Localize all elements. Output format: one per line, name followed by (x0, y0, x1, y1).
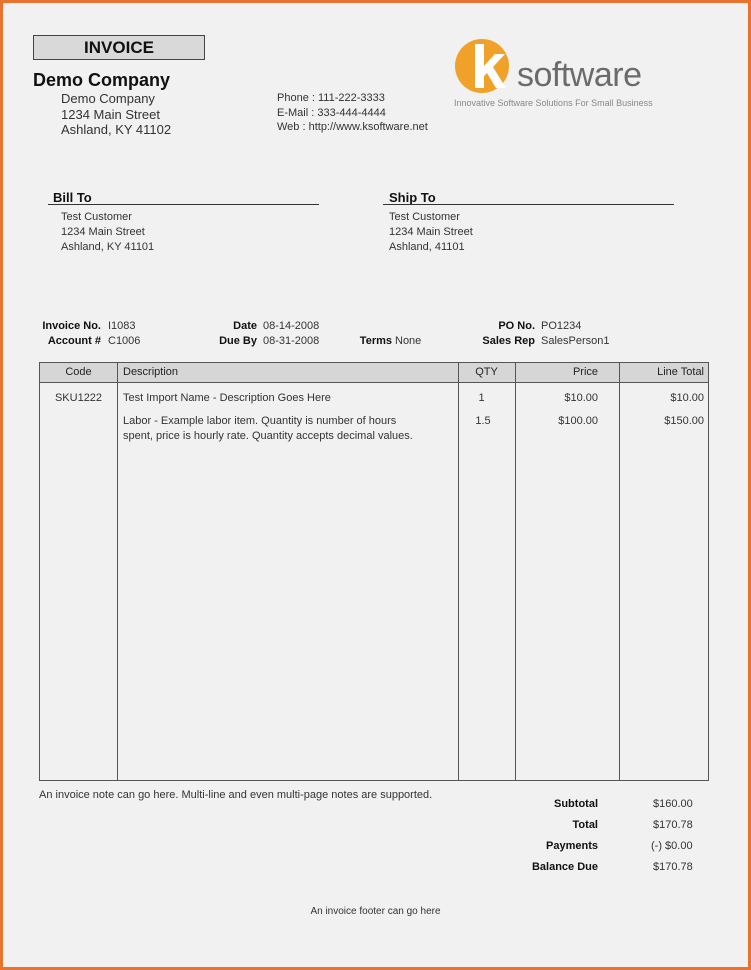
payments-label: Payments (546, 840, 598, 852)
header-qty: QTY (475, 366, 498, 378)
row-description-line: Labor - Example labor item. Quantity is number of hours (123, 415, 397, 427)
total-label: Total (572, 819, 598, 831)
balance-due-label: Balance Due (531, 861, 598, 873)
payments-value: (-) $0.00 (651, 840, 693, 852)
date-label: Date (233, 320, 257, 332)
total-value: $170.78 (653, 819, 693, 831)
invoice-note: An invoice note can go here. Multi-line and even multi-page notes are supported. (39, 789, 433, 801)
header-line-total: Line Total (657, 366, 704, 378)
company-address-line: 1234 Main Street (61, 106, 161, 122)
ship-to-line: Test Customer (389, 211, 460, 223)
bill-to-line: 1234 Main Street (61, 226, 145, 238)
ship-to-title: Ship To (389, 190, 436, 205)
sales-rep-value: SalesPerson1 (541, 335, 610, 347)
company-address-line: Demo Company (61, 91, 155, 106)
subtotal-value: $160.00 (653, 798, 693, 810)
company-phone: Phone : 111-222-3333 (277, 92, 385, 104)
row-price: $100.00 (558, 415, 598, 427)
k-logo-icon (455, 36, 517, 103)
company-contact (277, 91, 428, 135)
bill-to-address (61, 210, 154, 255)
row-qty: 1 (478, 392, 485, 404)
subtotal-label: Subtotal (554, 798, 598, 810)
date-value: 08-14-2008 (263, 320, 320, 332)
ship-to-line: 1234 Main Street (389, 226, 473, 238)
row-description: Test Import Name - Description Goes Here (123, 392, 331, 404)
terms-value: None (395, 335, 422, 347)
company-address (61, 91, 171, 138)
ship-to-line: Ashland, 41101 (389, 241, 465, 253)
account-value: C1006 (108, 335, 141, 347)
bill-to-title: Bill To (53, 190, 92, 205)
bill-to-divider (48, 204, 319, 205)
line-items-table (39, 362, 709, 781)
due-by-value: 08-31-2008 (263, 335, 320, 347)
header-code: Code (65, 366, 92, 378)
ship-to-divider (383, 204, 674, 205)
row-description (123, 414, 413, 444)
bill-to-line: Ashland, KY 41101 (61, 241, 155, 253)
header-description: Description (123, 366, 179, 378)
po-label: PO No. (498, 320, 535, 332)
company-email: E-Mail : 333-444-4444 (277, 106, 386, 119)
terms-label: Terms (359, 335, 392, 347)
company-address-line: Ashland, KY 41102 (61, 122, 172, 137)
row-code: SKU1222 (54, 392, 103, 404)
bill-to-line: Test Customer (61, 211, 132, 223)
po-value: PO1234 (541, 320, 582, 332)
row-line-total: $150.00 (664, 415, 704, 427)
invoice-no-label: Invoice No. (42, 320, 101, 332)
due-by-label: Due By (219, 335, 257, 347)
row-price: $10.00 (564, 392, 598, 404)
invoice-no-value: I1083 (108, 320, 136, 332)
account-label: Account # (47, 335, 101, 347)
company-web: Web : http://www.ksoftware.net (277, 121, 428, 133)
column-divider (117, 363, 118, 780)
header-price: Price (572, 366, 598, 378)
logo-wordmark: software (517, 56, 642, 94)
row-description-line: spent, price is hourly rate. Quantity accepts decimal values. (123, 430, 413, 442)
row-qty: 1.5 (475, 415, 491, 427)
sales-rep-label: Sales Rep (482, 335, 535, 347)
invoice-footer: An invoice footer can go here (310, 906, 441, 917)
invoice-title: INVOICE (33, 35, 205, 60)
row-line-total: $10.00 (670, 392, 704, 404)
company-name: Demo Company (33, 70, 171, 90)
ship-to-address (389, 210, 473, 255)
balance-due-value: $170.78 (653, 861, 693, 873)
logo-tagline: Innovative Software Solutions For Small Business (454, 98, 653, 108)
